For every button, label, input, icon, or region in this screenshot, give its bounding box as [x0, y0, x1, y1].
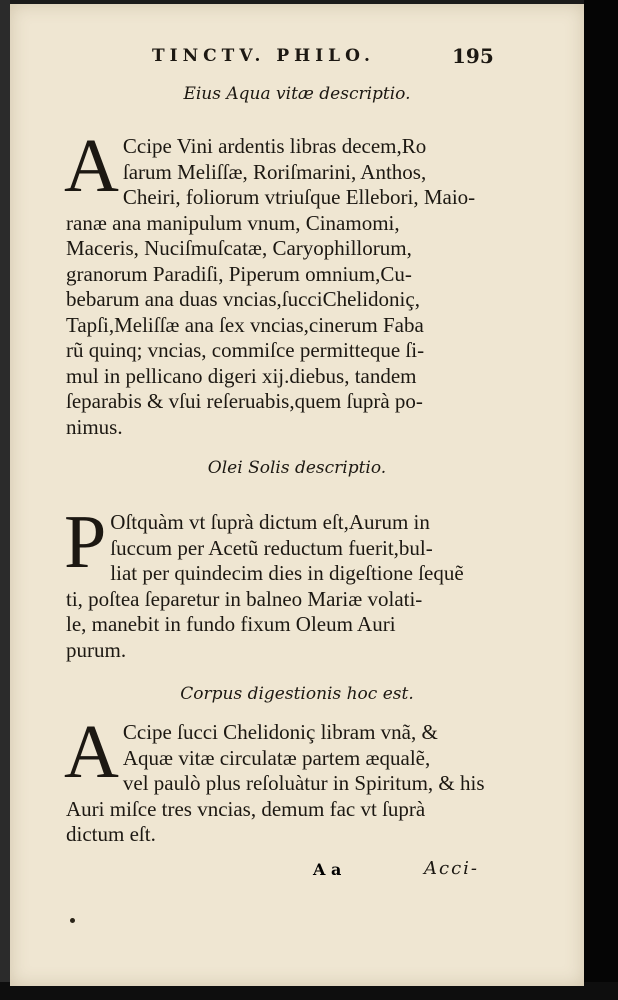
text-line: liat per quindecim dies in digeſtione ſequẽ: [110, 561, 464, 585]
text-line: ſarum Meliſſæ, Roriſmarini, Anthos,: [122, 159, 427, 184]
signature-mark: A a: [313, 860, 342, 879]
drop-cap: A: [64, 710, 119, 794]
page-number: 195: [452, 44, 494, 68]
recipe-paragraph: [64, 500, 494, 663]
text-line: Cheiri, foliorum vtriuſque Ellebori, Maio-: [122, 185, 476, 209]
recipe-paragraph: [64, 710, 494, 848]
text-line: le, manebit in fundo fixum Oleum Auri: [66, 612, 396, 636]
book-page: [10, 4, 584, 986]
text-line: nimus.: [66, 414, 123, 439]
text-line: purum.: [66, 637, 127, 662]
section-title-aqua-vitae: Eius Aqua vitæ descriptio.: [183, 84, 411, 104]
ink-speck: [70, 918, 75, 923]
text-line: ſuccum per Acetũ reductum fuerit,bul-: [110, 535, 433, 560]
text-line: ti, poſtea ſeparetur in balneo Mariæ volati-: [66, 586, 423, 611]
text-line: vel paulò plus reſoluàtur in Spiritum, & his: [122, 771, 485, 795]
text-line: bebarum ana duas vncias,ſucciChelidoniç,: [66, 287, 420, 311]
section-aqua-vitae: [64, 124, 494, 440]
text-line: Maceris, Nuciſmuſcatæ, Caryophillorum,: [66, 236, 412, 260]
text-line: Oſtquàm vt ſuprà dictum eſt,Aurum in: [110, 510, 430, 534]
section-olei-solis: [64, 500, 494, 663]
text-line: dictum eſt.: [66, 822, 156, 846]
text-line: Aquæ vitæ circulatæ partem æqualẽ,: [122, 745, 431, 770]
page-header: [10, 46, 584, 76]
text-line: Tapſi,Meliſſæ ana ſex vncias,cinerum Faba: [66, 312, 424, 337]
text-line: rũ quinq; vncias, commiſce permitteque ſi-: [66, 338, 425, 362]
drop-cap: A: [64, 124, 119, 208]
text-line: Ccipe ſucci Chelidoniç libram vnã, &: [122, 720, 438, 744]
text-line: granorum Paradiſi, Piperum omnium,Cu-: [66, 261, 412, 286]
section-corpus-digestionis: [64, 710, 494, 848]
section-title-olei-solis: Olei Solis descriptio.: [207, 458, 387, 478]
catchword: Acci-: [424, 858, 479, 879]
text-line: Auri miſce tres vncias, demum fac vt ſuprà: [66, 796, 426, 821]
drop-cap: P: [64, 500, 107, 584]
scan-left-edge: [0, 0, 10, 1000]
text-line: ranæ ana manipulum vnum, Cinamomi,: [66, 210, 400, 235]
scan-right-edge: [584, 0, 618, 1000]
running-head: TINCTV. PHILO.: [152, 46, 375, 66]
recipe-paragraph: [64, 124, 494, 440]
text-line: mul in pellicano digeri xij.diebus, tandem: [66, 363, 417, 388]
text-line: ſeparabis & vſui reſeruabis,quem ſuprà po-: [66, 389, 423, 413]
section-title-corpus-digestionis: Corpus digestionis hoc est.: [180, 684, 414, 704]
text-line: Ccipe Vini ardentis libras decem,Ro: [122, 134, 427, 158]
